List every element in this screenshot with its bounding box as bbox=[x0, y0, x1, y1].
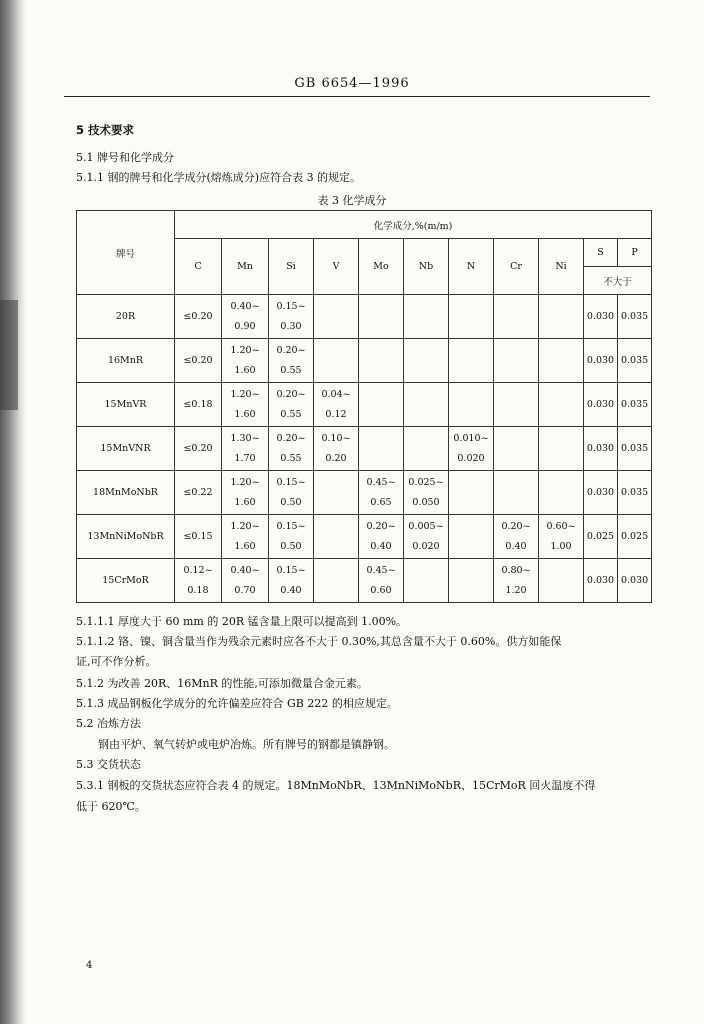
section-5-1-title: 5.1 牌号和化学成分 bbox=[76, 151, 174, 164]
cell-v bbox=[314, 427, 359, 471]
cell-mn bbox=[222, 559, 269, 603]
cell-p: 0.035 bbox=[618, 471, 652, 515]
cell-value: ≤0.15 bbox=[183, 530, 213, 542]
cell-n bbox=[449, 339, 494, 383]
chemical-composition-table bbox=[76, 210, 652, 603]
header-rule bbox=[64, 96, 650, 97]
cell-value: ≤0.20 bbox=[183, 354, 213, 366]
cell-p: 0.035 bbox=[618, 295, 652, 339]
clause-5-1-1-1: 5.1.1.1 厚度大于 60 mm 的 20R 锰含量上限可以提高到 1.00%。 bbox=[76, 615, 408, 628]
cell-mn bbox=[222, 339, 269, 383]
cell-si bbox=[269, 471, 314, 515]
sp-max-note: 不大于 bbox=[584, 267, 652, 295]
cell-value: 0.10~ bbox=[321, 432, 351, 444]
cell-value: 1.70 bbox=[234, 452, 256, 464]
col-header-mn: Mn bbox=[222, 239, 269, 295]
cell-value: 1.20 bbox=[505, 584, 527, 596]
cell-value: 0.40 bbox=[370, 540, 392, 552]
col-header-cr: Cr bbox=[494, 239, 539, 295]
cell-mo bbox=[359, 339, 404, 383]
cell-n bbox=[449, 383, 494, 427]
cell-value: 0.20 bbox=[325, 452, 347, 464]
cell-value: 0.80~ bbox=[501, 564, 531, 576]
cell-v bbox=[314, 559, 359, 603]
clause-5-1-1-2-line2: 证,可不作分析。 bbox=[76, 655, 157, 668]
cell-value: ≤0.18 bbox=[183, 398, 213, 410]
cell-ni bbox=[539, 427, 584, 471]
cell-value: 0.60~ bbox=[546, 520, 576, 532]
grade-cell: 13MnNiMoNbR bbox=[77, 515, 175, 559]
col-header-mo: Mo bbox=[359, 239, 404, 295]
cell-p: 0.035 bbox=[618, 339, 652, 383]
cell-nb bbox=[404, 383, 449, 427]
grade-header: 牌号 bbox=[77, 211, 175, 295]
cell-v bbox=[314, 515, 359, 559]
cell-s: 0.030 bbox=[584, 295, 618, 339]
cell-nb bbox=[404, 471, 449, 515]
cell-mn bbox=[222, 383, 269, 427]
col-header-si: Si bbox=[269, 239, 314, 295]
grade-cell: 16MnR bbox=[77, 339, 175, 383]
cell-s: 0.030 bbox=[584, 383, 618, 427]
cell-value: 0.20~ bbox=[276, 432, 306, 444]
cell-s: 0.030 bbox=[584, 427, 618, 471]
clause-5-1-1: 5.1.1 钢的牌号和化学成分(熔炼成分)应符合表 3 的规定。 bbox=[76, 171, 362, 184]
table-row bbox=[77, 383, 652, 427]
cell-s: 0.030 bbox=[584, 339, 618, 383]
cell-c bbox=[175, 339, 222, 383]
cell-c bbox=[175, 295, 222, 339]
cell-value: 0.50 bbox=[280, 496, 302, 508]
cell-value: 0.18 bbox=[187, 584, 209, 596]
cell-cr bbox=[494, 515, 539, 559]
cell-nb bbox=[404, 559, 449, 603]
clause-5-3-1-line2: 低于 620℃。 bbox=[76, 800, 146, 813]
cell-value: 0.70 bbox=[234, 584, 256, 596]
scan-shadow bbox=[0, 300, 18, 410]
cell-value: 0.15~ bbox=[276, 564, 306, 576]
cell-value: 0.20~ bbox=[501, 520, 531, 532]
cell-value: 0.55 bbox=[280, 452, 302, 464]
col-header-s: S bbox=[584, 239, 618, 267]
cell-c bbox=[175, 383, 222, 427]
cell-nb bbox=[404, 295, 449, 339]
cell-value: 0.50 bbox=[280, 540, 302, 552]
cell-mo bbox=[359, 427, 404, 471]
cell-value: 0.15~ bbox=[276, 300, 306, 312]
clause-5-1-2: 5.1.2 为改善 20R、16MnR 的性能,可添加微量合金元素。 bbox=[76, 677, 368, 690]
cell-value: 0.55 bbox=[280, 364, 302, 376]
grade-cell: 18MnMoNbR bbox=[77, 471, 175, 515]
cell-v bbox=[314, 295, 359, 339]
col-header-v: V bbox=[314, 239, 359, 295]
col-header-nb: Nb bbox=[404, 239, 449, 295]
cell-nb bbox=[404, 515, 449, 559]
cell-si bbox=[269, 295, 314, 339]
cell-value: 0.005~ bbox=[408, 520, 444, 532]
cell-value: 0.050 bbox=[412, 496, 440, 508]
cell-value: ≤0.20 bbox=[183, 442, 213, 454]
cell-value: 1.60 bbox=[234, 408, 256, 420]
cell-value: 0.40 bbox=[505, 540, 527, 552]
composition-group-header: 化学成分,%(m/m) bbox=[175, 211, 652, 239]
cell-value: 1.30~ bbox=[230, 432, 260, 444]
cell-mn bbox=[222, 515, 269, 559]
grade-cell: 15MnVNR bbox=[77, 427, 175, 471]
cell-ni bbox=[539, 339, 584, 383]
cell-cr bbox=[494, 559, 539, 603]
cell-value: 1.00 bbox=[550, 540, 572, 552]
cell-value: 0.010~ bbox=[453, 432, 489, 444]
cell-value: 0.65 bbox=[370, 496, 392, 508]
cell-mn bbox=[222, 471, 269, 515]
col-header-n: N bbox=[449, 239, 494, 295]
cell-value: 0.40~ bbox=[230, 564, 260, 576]
table-row bbox=[77, 295, 652, 339]
cell-value: 1.60 bbox=[234, 540, 256, 552]
section-5-2-title: 5.2 冶炼方法 bbox=[76, 717, 141, 730]
table-row bbox=[77, 559, 652, 603]
cell-v bbox=[314, 339, 359, 383]
cell-p: 0.035 bbox=[618, 427, 652, 471]
cell-value: 1.20~ bbox=[230, 344, 260, 356]
cell-mn bbox=[222, 427, 269, 471]
cell-value: 1.20~ bbox=[230, 388, 260, 400]
cell-value: 0.025~ bbox=[408, 476, 444, 488]
cell-value: 1.60 bbox=[234, 496, 256, 508]
col-header-ni: Ni bbox=[539, 239, 584, 295]
cell-v bbox=[314, 383, 359, 427]
cell-mo bbox=[359, 295, 404, 339]
cell-s: 0.025 bbox=[584, 515, 618, 559]
cell-value: 0.45~ bbox=[366, 476, 396, 488]
table-caption: 表 3 化学成分 bbox=[317, 194, 387, 207]
cell-value: 0.020 bbox=[457, 452, 485, 464]
cell-p: 0.025 bbox=[618, 515, 652, 559]
cell-value: ≤0.20 bbox=[183, 310, 213, 322]
section-5-title: 5 技术要求 bbox=[76, 123, 135, 137]
cell-c bbox=[175, 471, 222, 515]
cell-value: 0.45~ bbox=[366, 564, 396, 576]
cell-c bbox=[175, 515, 222, 559]
cell-value: 0.04~ bbox=[321, 388, 351, 400]
cell-si bbox=[269, 515, 314, 559]
cell-nb bbox=[404, 427, 449, 471]
clause-5-2-text: 钢由平炉、氧气转炉或电炉冶炼。所有牌号的钢都是镇静钢。 bbox=[98, 738, 395, 751]
cell-cr bbox=[494, 427, 539, 471]
cell-c bbox=[175, 559, 222, 603]
cell-value: 0.20~ bbox=[276, 344, 306, 356]
cell-ni bbox=[539, 559, 584, 603]
cell-value: 0.20~ bbox=[366, 520, 396, 532]
cell-si bbox=[269, 427, 314, 471]
cell-cr bbox=[494, 383, 539, 427]
col-header-c: C bbox=[175, 239, 222, 295]
cell-mo bbox=[359, 383, 404, 427]
cell-p: 0.030 bbox=[618, 559, 652, 603]
clause-5-1-3: 5.1.3 成品钢板化学成分的允许偏差应符合 GB 222 的相应规定。 bbox=[76, 697, 398, 710]
cell-value: 0.40 bbox=[280, 584, 302, 596]
cell-mn bbox=[222, 295, 269, 339]
cell-ni bbox=[539, 295, 584, 339]
cell-value: ≤0.22 bbox=[183, 486, 213, 498]
cell-value: 0.15~ bbox=[276, 476, 306, 488]
cell-value: 1.20~ bbox=[230, 476, 260, 488]
cell-cr bbox=[494, 471, 539, 515]
cell-mo bbox=[359, 471, 404, 515]
cell-si bbox=[269, 339, 314, 383]
section-5-3-title: 5.3 交货状态 bbox=[76, 758, 141, 771]
cell-value: 0.12~ bbox=[183, 564, 213, 576]
grade-cell: 15MnVR bbox=[77, 383, 175, 427]
cell-cr bbox=[494, 295, 539, 339]
cell-s: 0.030 bbox=[584, 471, 618, 515]
table-row bbox=[77, 427, 652, 471]
cell-value: 0.20~ bbox=[276, 388, 306, 400]
cell-mo bbox=[359, 559, 404, 603]
standard-code-header: GB 6654—1996 bbox=[294, 76, 410, 91]
cell-value: 1.20~ bbox=[230, 520, 260, 532]
cell-si bbox=[269, 559, 314, 603]
table-row bbox=[77, 339, 652, 383]
cell-n bbox=[449, 515, 494, 559]
table-row bbox=[77, 515, 652, 559]
clause-5-1-1-2-line1: 5.1.1.2 铬、镍、铜含量当作为残余元素时应各不大于 0.30%,其总含量不大于 0.60%。供方如能保 bbox=[76, 635, 562, 648]
cell-n bbox=[449, 427, 494, 471]
cell-v bbox=[314, 471, 359, 515]
cell-cr bbox=[494, 339, 539, 383]
grade-cell: 15CrMoR bbox=[77, 559, 175, 603]
grade-cell: 20R bbox=[77, 295, 175, 339]
cell-mo bbox=[359, 515, 404, 559]
cell-si bbox=[269, 383, 314, 427]
cell-value: 0.55 bbox=[280, 408, 302, 420]
cell-ni bbox=[539, 383, 584, 427]
cell-n bbox=[449, 295, 494, 339]
table-row bbox=[77, 471, 652, 515]
col-header-p: P bbox=[618, 239, 652, 267]
cell-value: 0.12 bbox=[325, 408, 347, 420]
cell-p: 0.035 bbox=[618, 383, 652, 427]
page-number: 4 bbox=[86, 960, 93, 971]
cell-s: 0.030 bbox=[584, 559, 618, 603]
clause-5-3-1-line1: 5.3.1 钢板的交货状态应符合表 4 的规定。18MnMoNbR、13MnNiMoNbR、15CrMoR 回火温度不得 bbox=[76, 779, 596, 792]
cell-value: 1.60 bbox=[234, 364, 256, 376]
cell-value: 0.60 bbox=[370, 584, 392, 596]
cell-ni bbox=[539, 471, 584, 515]
cell-n bbox=[449, 559, 494, 603]
cell-value: 0.30 bbox=[280, 320, 302, 332]
cell-value: 0.40~ bbox=[230, 300, 260, 312]
cell-value: 0.15~ bbox=[276, 520, 306, 532]
cell-value: 0.020 bbox=[412, 540, 440, 552]
cell-n bbox=[449, 471, 494, 515]
cell-c bbox=[175, 427, 222, 471]
scan-left-edge bbox=[0, 0, 26, 1024]
cell-value: 0.90 bbox=[234, 320, 256, 332]
cell-nb bbox=[404, 339, 449, 383]
cell-ni bbox=[539, 515, 584, 559]
